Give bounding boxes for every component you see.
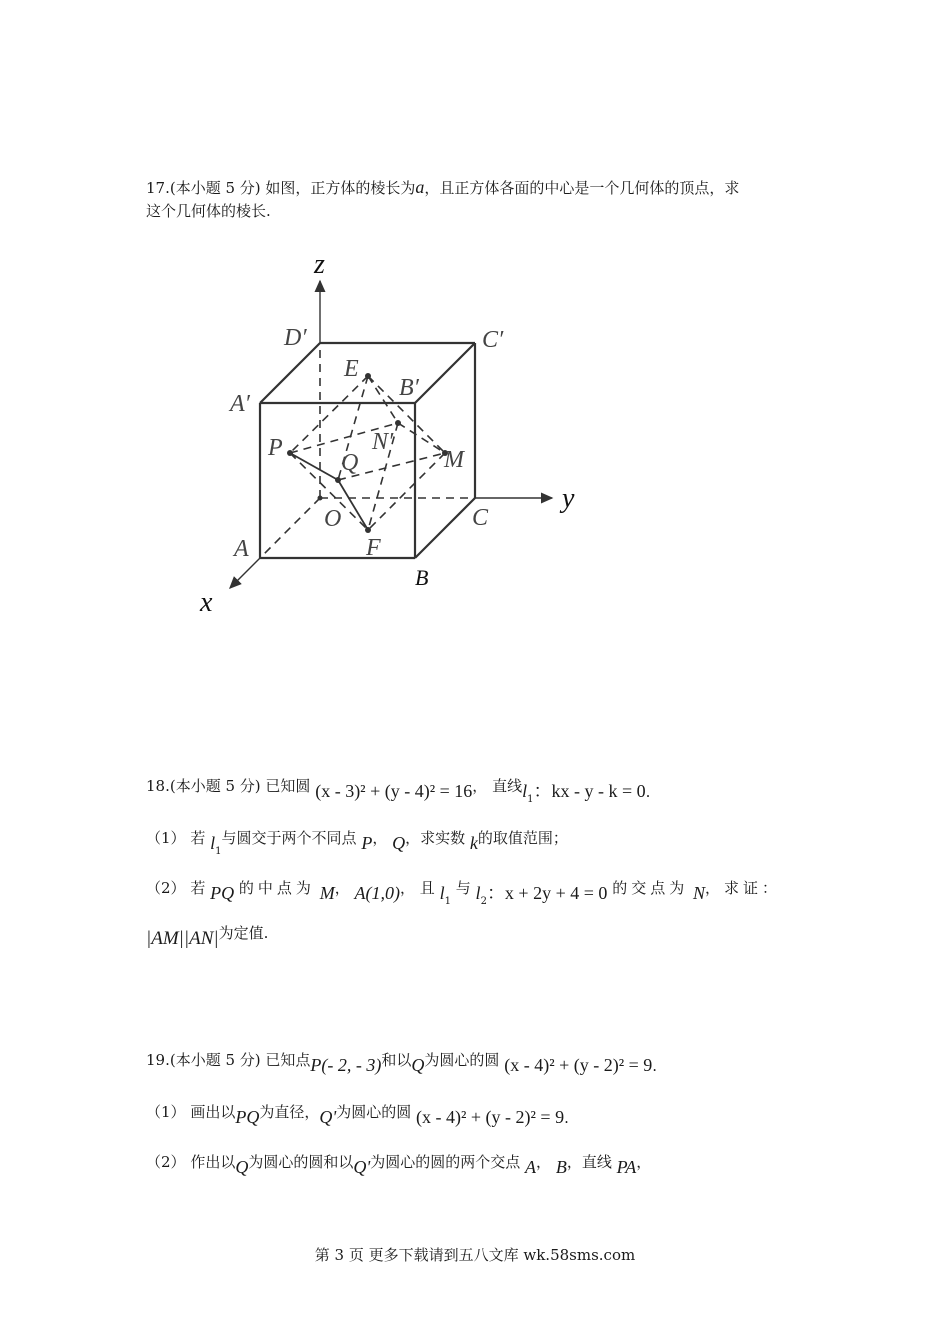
q19-p2-b: 为圆心的圆和以 (248, 1153, 354, 1171)
q19-dot: . (652, 1057, 658, 1075)
q18-p1-num: （1） (146, 829, 186, 847)
q19-point-P: P(- 2, - 3) (310, 1055, 382, 1075)
q18-line-label: 直线 (492, 777, 523, 795)
q18-p1-Q: Q (392, 833, 406, 853)
q18-p1-d: 的取值范围； (477, 829, 568, 847)
q19-p2-num: （2） (146, 1153, 186, 1171)
q19-p1-num: （1） (146, 1103, 186, 1121)
q18-p2-l2-sub: 2 (480, 896, 487, 907)
q19-p2-comma1: ， (536, 1153, 552, 1171)
q18-p2-d: 与 (455, 879, 471, 897)
label-a1: A′ (230, 391, 250, 417)
q18-line-eq: ：kx - y - k = 0 (533, 781, 646, 801)
q18-p2-N: N (692, 883, 705, 903)
q18-p2-comma1: ， (334, 879, 350, 897)
q19-p2-PA: PA (616, 1157, 637, 1177)
q19-p1-PQ: PQ (235, 1107, 260, 1127)
q18-l1: l (522, 781, 528, 801)
label-d1: D′ (284, 325, 307, 351)
label-y: y (562, 483, 575, 514)
q18-part1 (146, 826, 568, 857)
label-e: E (344, 356, 359, 382)
q17-var-a: a (415, 177, 425, 197)
q18-circle-eq: (x - 3)² + (y - 4)² = 16 (315, 781, 473, 801)
q18-p2-A: A(1,0) (354, 883, 400, 903)
q18-p1-c: ，求实数 (405, 829, 466, 847)
cube-figure (190, 245, 610, 620)
x-axis (230, 558, 260, 588)
page-footer: 第 3 页 更多下载请到五八文库 wk.58sms.com (314, 1246, 636, 1264)
label-c1: C′ (482, 327, 504, 353)
q18-p2-l2-eq: ：x + 2y + 4 = 0 (486, 883, 608, 903)
edge-b1-c1 (415, 343, 475, 403)
edge-a1-d1 (260, 343, 320, 403)
q19-circle-eq: (x - 4)² + (y - 2)² = 9 (504, 1055, 653, 1075)
label-b1: B′ (399, 375, 419, 401)
label-p: P (268, 435, 283, 461)
label-z: z (314, 249, 325, 280)
q18-p1-k: k (469, 833, 478, 853)
q19-intro (146, 1048, 658, 1075)
q18-p2-g: 为定值. (218, 924, 269, 942)
q18-p2-M: M (319, 883, 335, 903)
q18-p2-PQ: PQ (210, 883, 235, 903)
label-f: F (366, 535, 381, 561)
q17-text-b: ，且正方体各面的中心是一个几何体的顶点，求 (424, 179, 740, 197)
q18-comma: ， (472, 777, 488, 795)
q17-line1 (146, 176, 739, 199)
q18-p2-f: ，求证： (705, 879, 782, 897)
q18-p1-a: 若 (190, 829, 206, 847)
label-n: N′ (372, 429, 394, 455)
q19-p2-Q1: Q' (353, 1157, 371, 1177)
q19-intro-a: 19.(本小题 5 分) 已知点 (146, 1051, 311, 1069)
q19-p2-Q: Q (235, 1157, 249, 1177)
q18-p2-e: 的交点为 (612, 879, 689, 897)
q19-p1-c: 为圆心的圆 (336, 1103, 412, 1121)
q19-p2-e: ， (636, 1153, 652, 1171)
q17-text-a: 17.(本小题 5 分) 如图，正方体的棱长为 (146, 179, 416, 197)
label-o: O (324, 506, 342, 532)
q19-p1-a: 画出以 (190, 1103, 236, 1121)
q18-p1-l: l (210, 833, 216, 853)
label-c: C (472, 505, 489, 531)
edge-o-a (260, 498, 320, 558)
q19-p2-B: B (555, 1157, 567, 1177)
q18-dot: . (645, 783, 651, 801)
label-m: M (444, 447, 464, 473)
q19-part2 (146, 1150, 652, 1177)
q18-intro-text: 18.(本小题 5 分) 已知圆 (146, 777, 311, 795)
q18-p1-b: 与圆交于两个不同点 (221, 829, 357, 847)
label-x: x (200, 587, 213, 618)
q19-intro-b: 和以 (381, 1051, 412, 1069)
q19-p2-c: 为圆心的圆的两个交点 (370, 1153, 521, 1171)
q18-part2-cont (146, 924, 269, 950)
label-a: A (234, 536, 249, 562)
q18-part2 (146, 876, 781, 907)
q19-part1 (146, 1100, 569, 1127)
q19-p1-dot: . (564, 1109, 569, 1127)
q17-line2: 这个几何体的棱长. (146, 202, 271, 220)
q18-p2-comma2: ， (399, 879, 415, 897)
q18-intro (146, 774, 650, 805)
q18-p2-l1: l (439, 883, 445, 903)
q19-p2-A: A (525, 1157, 537, 1177)
q18-p1-P: P (361, 833, 373, 853)
q19-p2-a: 作出以 (190, 1153, 236, 1171)
q19-p1-eq: (x - 4)² + (y - 2)² = 9 (416, 1107, 565, 1127)
label-b: B (415, 565, 429, 590)
q19-p2-d: ，直线 (566, 1153, 612, 1171)
q19-p1-Q1: Q' (319, 1107, 337, 1127)
q19-intro-c: 为圆心的圆 (424, 1051, 500, 1069)
q18-p2-l2: l (475, 883, 481, 903)
q18-p2-l1-sub: 1 (444, 896, 451, 907)
q18-p2-b: 的中点为 (238, 879, 315, 897)
edge-b-c (415, 498, 475, 558)
q18-p2-a: 若 (190, 879, 206, 897)
q18-p1-comma: ， (372, 829, 388, 847)
q18-p2-num: （2） (146, 879, 186, 897)
q18-abs: |AM||AN| (146, 928, 219, 949)
q19-Q: Q (411, 1055, 425, 1075)
q19-p1-b: 为直径， (259, 1103, 320, 1121)
label-q: Q (341, 450, 359, 476)
q18-p2-c: 且 (419, 879, 435, 897)
q18-l1-sub: 1 (527, 794, 534, 805)
q18-p1-l-sub: 1 (215, 846, 222, 857)
